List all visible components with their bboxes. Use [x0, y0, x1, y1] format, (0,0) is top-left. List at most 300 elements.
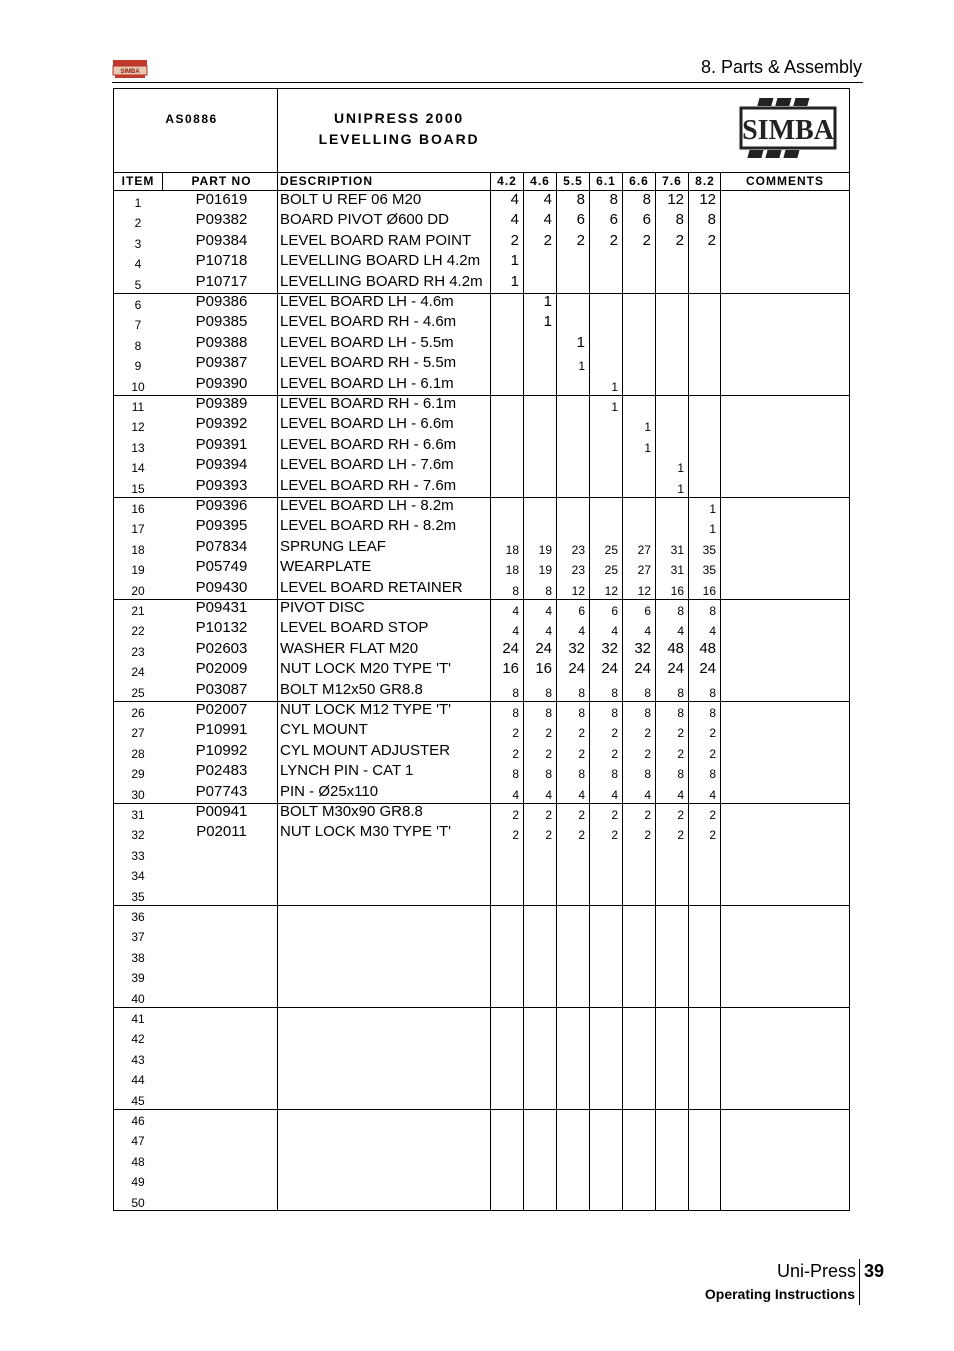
part-description: BOLT U REF 06 M20: [280, 191, 422, 208]
item-number: 36: [131, 910, 145, 924]
item-number: 23: [131, 644, 145, 659]
table-row: [114, 273, 849, 293]
quantity-cell: 6: [576, 211, 585, 229]
table-row: [114, 1068, 849, 1088]
part-description: LEVEL BOARD LH - 6.1m: [280, 374, 454, 392]
part-description: WASHER FLAT M20: [280, 639, 419, 657]
part-number: P09393: [195, 476, 248, 494]
part-description: LEVEL BOARD LH - 4.6m: [280, 293, 454, 310]
part-number: P09389: [195, 395, 248, 412]
quantity-cell: 2: [709, 808, 716, 822]
item-number: 27: [131, 726, 145, 741]
item-number: 31: [131, 808, 145, 822]
assembly-code-cell: [114, 89, 278, 172]
quantity-cell: 8: [611, 706, 618, 720]
quantity-cell: 2: [545, 746, 552, 761]
quantity-cell: 23: [571, 542, 585, 557]
col-size-5-5: 5.5: [563, 174, 583, 188]
quantity-cell: 4: [611, 624, 618, 639]
item-number: 32: [131, 828, 145, 843]
quantity-cell: 8: [545, 767, 552, 782]
part-description: LEVEL BOARD RH - 8.2m: [280, 517, 457, 535]
part-description: LEVEL BOARD RAM POINT: [280, 231, 472, 249]
part-description: BOLT M30x90 GR8.8: [280, 803, 423, 820]
table-row: [114, 1170, 849, 1190]
table-row: [114, 925, 849, 945]
quantity-cell: 2: [510, 231, 519, 249]
quantity-cell: 12: [667, 191, 684, 208]
quantity-cell: 18: [505, 563, 519, 578]
table-row: [114, 640, 849, 660]
part-number: P10717: [195, 272, 248, 290]
table-row: [114, 721, 849, 741]
quantity-cell: 2: [578, 808, 585, 822]
item-number: 9: [134, 359, 142, 374]
quantity-cell: 31: [670, 542, 684, 557]
quantity-cell: 8: [512, 767, 519, 782]
col-size-7-6: 7.6: [662, 174, 682, 188]
part-description: LEVEL BOARD LH - 7.6m: [280, 456, 454, 474]
quantity-cell: 2: [512, 726, 519, 741]
part-description: LEVEL BOARD LH - 5.5m: [280, 333, 454, 351]
quantity-cell: 25: [604, 542, 618, 557]
item-number: 10: [131, 379, 145, 394]
item-number: 13: [131, 440, 145, 455]
quantity-cell: 2: [576, 231, 585, 249]
quantity-cell: 8: [512, 583, 519, 598]
quantity-cell: 4: [545, 624, 552, 639]
table-row: [114, 1150, 849, 1170]
quantity-cell: 8: [709, 767, 716, 782]
table-row: [114, 375, 849, 395]
table-row: [114, 395, 849, 415]
item-number: 19: [131, 563, 145, 578]
item-number: 37: [131, 930, 145, 945]
item-number: 21: [131, 604, 145, 618]
quantity-cell: 8: [545, 706, 552, 720]
quantity-cell: 4: [677, 624, 684, 639]
item-number: 24: [131, 665, 145, 680]
quantity-cell: 32: [601, 639, 618, 657]
quantity-cell: 2: [707, 231, 716, 249]
quantity-cell: 23: [571, 563, 585, 578]
quantity-cell: 8: [611, 767, 618, 782]
quantity-cell: 12: [637, 583, 651, 598]
part-description: LEVEL BOARD RH - 6.6m: [280, 435, 457, 453]
col-comments: COMMENTS: [746, 174, 824, 188]
part-number: P02483: [195, 762, 248, 780]
part-number: P05749: [195, 558, 248, 576]
quantity-cell: 12: [699, 191, 716, 208]
table-row: [114, 864, 849, 884]
item-number: 34: [131, 869, 145, 884]
item-number: 42: [131, 1032, 145, 1047]
part-description: BOARD PIVOT Ø600 DD: [280, 211, 449, 229]
part-description: LEVEL BOARD RETAINER: [280, 578, 463, 596]
table-row: [114, 783, 849, 803]
table-row: [114, 517, 849, 537]
part-number: P10718: [195, 252, 248, 270]
table-row: [114, 823, 849, 843]
quantity-cell: 24: [634, 660, 651, 678]
table-row: [114, 313, 849, 333]
quantity-cell: 8: [578, 767, 585, 782]
col-size-4-6: 4.6: [530, 174, 550, 188]
item-number: 47: [131, 1134, 145, 1149]
quantity-cell: 8: [644, 767, 651, 782]
quantity-cell: 4: [512, 787, 519, 802]
part-number: P01619: [195, 191, 248, 208]
quantity-cell: 48: [699, 639, 716, 657]
table-row: [114, 1191, 849, 1211]
col-description: DESCRIPTION: [280, 174, 374, 188]
table-row: [114, 354, 849, 374]
quantity-cell: 4: [644, 624, 651, 639]
item-number: 38: [131, 950, 145, 965]
table-row: [114, 1048, 849, 1068]
item-number: 4: [134, 257, 142, 272]
part-description: LEVELLING BOARD LH 4.2m: [280, 252, 481, 270]
quantity-cell: 2: [578, 828, 585, 843]
footer-product: Uni-Press: [776, 1261, 856, 1281]
table-row: [114, 701, 849, 721]
quantity-cell: 8: [545, 583, 552, 598]
quantity-cell: 2: [543, 231, 552, 249]
quantity-cell: 8: [611, 685, 618, 700]
quantity-cell: 4: [512, 604, 519, 618]
quantity-cell: 24: [502, 639, 519, 657]
quantity-cell: 35: [702, 542, 716, 557]
quantity-cell: 24: [699, 660, 716, 678]
quantity-cell: 2: [677, 746, 684, 761]
table-row: [114, 579, 849, 599]
quantity-cell: 2: [677, 808, 684, 822]
part-description: NUT LOCK M20 TYPE 'T': [280, 660, 452, 678]
quantity-cell: 8: [644, 706, 651, 720]
item-number: 14: [131, 461, 145, 476]
item-number: 26: [131, 706, 145, 720]
section-title: 8. Parts & Assembly: [700, 57, 862, 77]
quantity-cell: 16: [535, 660, 552, 678]
item-number: 25: [131, 685, 145, 700]
quantity-cell: 2: [644, 746, 651, 761]
part-description: LEVELLING BOARD RH 4.2m: [280, 272, 483, 290]
quantity-cell: 8: [578, 685, 585, 700]
table-row: [114, 538, 849, 558]
part-number: P10992: [195, 741, 248, 759]
item-number: 40: [131, 991, 145, 1006]
table-row: [114, 191, 849, 211]
quantity-cell: 2: [609, 231, 618, 249]
quantity-cell: 1: [510, 252, 519, 270]
quantity-cell: 1: [709, 522, 716, 537]
quantity-cell: 2: [644, 808, 651, 822]
parts-table: [113, 88, 850, 1211]
quantity-cell: 1: [576, 333, 585, 351]
quantity-cell: 8: [576, 191, 585, 208]
item-number: 8: [134, 338, 142, 353]
part-number: P02007: [195, 701, 248, 718]
quantity-cell: 27: [637, 542, 651, 557]
part-description: PIN - Ø25x110: [280, 782, 379, 800]
col-size-6-1: 6.1: [596, 174, 616, 188]
part-description: CYL MOUNT ADJUSTER: [280, 741, 451, 759]
column-header-row: [114, 172, 849, 191]
quantity-cell: 24: [535, 639, 552, 657]
table-row: [114, 742, 849, 762]
quantity-cell: 8: [677, 685, 684, 700]
quantity-cell: 4: [510, 211, 519, 229]
quantity-cell: 2: [709, 726, 716, 741]
quantity-cell: 12: [571, 583, 585, 598]
item-number: 30: [131, 787, 145, 802]
table-row: [114, 1129, 849, 1149]
part-description: LEVEL BOARD STOP: [280, 619, 429, 637]
quantity-cell: 8: [709, 604, 716, 618]
quantity-cell: 2: [545, 828, 552, 843]
item-number: 20: [131, 583, 145, 598]
quantity-cell: 19: [538, 542, 552, 557]
quantity-cell: 2: [644, 828, 651, 843]
quantity-cell: 2: [545, 726, 552, 741]
quantity-cell: 8: [709, 685, 716, 700]
part-number: P09386: [195, 293, 248, 310]
quantity-cell: 24: [601, 660, 618, 678]
quantity-cell: 2: [611, 746, 618, 761]
part-description: LEVEL BOARD RH - 7.6m: [280, 476, 457, 494]
item-number: 3: [134, 236, 142, 251]
item-number: 7: [134, 318, 142, 333]
item-number: 11: [131, 400, 145, 414]
quantity-cell: 1: [611, 379, 618, 394]
part-number: P03087: [195, 680, 248, 698]
quantity-cell: 1: [644, 440, 651, 455]
quantity-cell: 4: [709, 787, 716, 802]
part-description: LEVEL BOARD RH - 6.1m: [280, 395, 457, 412]
part-description: LEVEL BOARD LH - 6.6m: [280, 415, 454, 433]
part-description: LEVEL BOARD RH - 5.5m: [280, 354, 457, 372]
quantity-cell: 31: [670, 563, 684, 578]
part-description: PIVOT DISC: [280, 599, 365, 616]
quantity-cell: 12: [604, 583, 618, 598]
part-number: P02603: [195, 639, 248, 657]
table-row: [114, 681, 849, 701]
quantity-cell: 2: [611, 808, 618, 822]
table-row: [114, 252, 849, 272]
part-description: NUT LOCK M30 TYPE 'T': [280, 823, 452, 841]
table-row: [114, 1007, 849, 1027]
quantity-cell: 32: [568, 639, 585, 657]
quantity-cell: 8: [709, 706, 716, 720]
quantity-cell: 6: [609, 211, 618, 229]
assembly-title-line1: UNIPRESS 2000: [333, 110, 464, 126]
item-number: 50: [131, 1195, 145, 1210]
quantity-cell: 2: [611, 726, 618, 741]
item-number: 41: [131, 1012, 145, 1026]
quantity-cell: 16: [502, 660, 519, 678]
item-number: 28: [131, 746, 145, 761]
quantity-cell: 8: [609, 191, 618, 208]
quantity-cell: 8: [642, 191, 651, 208]
quantity-cell: 6: [578, 604, 585, 618]
item-number: 1: [134, 196, 142, 210]
quantity-cell: 19: [538, 563, 552, 578]
quantity-cell: 4: [543, 211, 552, 229]
divider: [162, 172, 163, 190]
quantity-cell: 24: [667, 660, 684, 678]
table-row: [114, 844, 849, 864]
item-number: 22: [131, 624, 145, 639]
item-number: 48: [131, 1154, 145, 1169]
part-number: P10991: [195, 721, 248, 739]
quantity-cell: 2: [512, 828, 519, 843]
part-number: P10132: [195, 619, 248, 637]
quantity-cell: 1: [611, 400, 618, 414]
item-number: 39: [131, 971, 145, 986]
quantity-cell: 4: [578, 624, 585, 639]
quantity-cell: 2: [675, 231, 684, 249]
quantity-cell: 32: [634, 639, 651, 657]
col-size-6-6: 6.6: [629, 174, 649, 188]
quantity-cell: 6: [611, 604, 618, 618]
item-number: 43: [131, 1052, 145, 1067]
item-number: 16: [131, 502, 145, 516]
table-row: [114, 762, 849, 782]
item-number: 46: [131, 1114, 145, 1128]
part-number: P07743: [195, 782, 248, 800]
table-row: [114, 1089, 849, 1109]
quantity-cell: 8: [675, 211, 684, 229]
table-row: [114, 966, 849, 986]
table-row: [114, 1027, 849, 1047]
divider: [277, 89, 278, 172]
part-number: P09430: [195, 578, 248, 596]
item-number: 49: [131, 1175, 145, 1190]
table-row: [114, 905, 849, 925]
col-size-4-2: 4.2: [497, 174, 517, 188]
assembly-code: AS0886: [165, 112, 218, 126]
quantity-cell: 2: [512, 746, 519, 761]
item-number: 35: [131, 889, 145, 904]
col-part-no: PART NO: [191, 174, 252, 188]
item-number: 33: [131, 848, 145, 863]
part-number: P00941: [195, 803, 248, 820]
part-number: P09392: [195, 415, 248, 433]
quantity-cell: 2: [512, 808, 519, 822]
quantity-cell: 24: [568, 660, 585, 678]
quantity-cell: 4: [709, 624, 716, 639]
table-row: [114, 477, 849, 497]
col-item: ITEM: [121, 174, 155, 188]
quantity-cell: 8: [578, 706, 585, 720]
part-number: P09390: [195, 374, 248, 392]
quantity-cell: 1: [543, 313, 552, 331]
table-row: [114, 987, 849, 1007]
item-number: 17: [131, 522, 145, 537]
svg-text:SIMBA: SIMBA: [120, 69, 140, 75]
part-description: NUT LOCK M12 TYPE 'T': [280, 701, 452, 718]
quantity-cell: 8: [644, 685, 651, 700]
simba-brand-logo: [738, 96, 838, 160]
item-number: 18: [131, 542, 145, 557]
svg-text:SIMBA: SIMBA: [742, 115, 834, 146]
quantity-cell: 1: [644, 420, 651, 435]
part-number: P09391: [195, 435, 248, 453]
quantity-cell: 4: [510, 191, 519, 208]
item-number: 45: [131, 1093, 145, 1108]
table-row: [114, 456, 849, 476]
part-number: P09387: [195, 354, 248, 372]
quantity-cell: 16: [702, 583, 716, 598]
quantity-cell: 4: [543, 191, 552, 208]
table-row: [114, 619, 849, 639]
part-number: P09394: [195, 456, 248, 474]
quantity-cell: 1: [510, 272, 519, 290]
item-number: 2: [134, 216, 142, 231]
table-row: [114, 334, 849, 354]
quantity-cell: 8: [512, 706, 519, 720]
table-row: [114, 436, 849, 456]
quantity-cell: 2: [677, 828, 684, 843]
part-number: P09431: [195, 599, 248, 616]
table-row: [114, 558, 849, 578]
quantity-cell: 35: [702, 563, 716, 578]
quantity-cell: 4: [578, 787, 585, 802]
item-number: 15: [131, 481, 145, 496]
part-description: WEARPLATE: [280, 558, 372, 576]
page-number: 39: [864, 1261, 885, 1281]
quantity-cell: 1: [543, 293, 552, 310]
quantity-cell: 4: [644, 787, 651, 802]
table-row: [114, 497, 849, 517]
item-number: 5: [134, 277, 142, 292]
header-rule: [112, 82, 863, 83]
part-description: BOLT M12x50 GR8.8: [280, 680, 423, 698]
col-size-8-2: 8.2: [695, 174, 715, 188]
quantity-cell: 4: [512, 624, 519, 639]
quantity-cell: 1: [677, 461, 684, 476]
table-row: [114, 660, 849, 680]
item-number: 6: [134, 298, 142, 312]
assembly-title-line2: LEVELLING BOARD: [318, 131, 480, 147]
table-row: [114, 1109, 849, 1129]
part-description: LEVEL BOARD LH - 8.2m: [280, 497, 454, 514]
simba-logo-small: [112, 58, 148, 80]
item-number: 44: [131, 1073, 145, 1088]
part-number: P09385: [195, 313, 248, 331]
quantity-cell: 2: [545, 808, 552, 822]
quantity-cell: 4: [545, 787, 552, 802]
quantity-cell: 8: [677, 706, 684, 720]
item-number: 29: [131, 767, 145, 782]
quantity-cell: 1: [578, 359, 585, 374]
table-row: [114, 599, 849, 619]
part-number: P09396: [195, 497, 248, 514]
part-description: SPRUNG LEAF: [280, 537, 386, 555]
item-number: 12: [131, 420, 145, 435]
part-number: P09384: [195, 231, 248, 249]
quantity-cell: 2: [578, 746, 585, 761]
part-number: P09382: [195, 211, 248, 229]
quantity-cell: 2: [709, 746, 716, 761]
quantity-cell: 2: [709, 828, 716, 843]
quantity-cell: 48: [667, 639, 684, 657]
footer-rule: [859, 1259, 860, 1305]
table-row: [114, 803, 849, 823]
quantity-cell: 2: [611, 828, 618, 843]
quantity-cell: 8: [677, 767, 684, 782]
table-row: [114, 415, 849, 435]
